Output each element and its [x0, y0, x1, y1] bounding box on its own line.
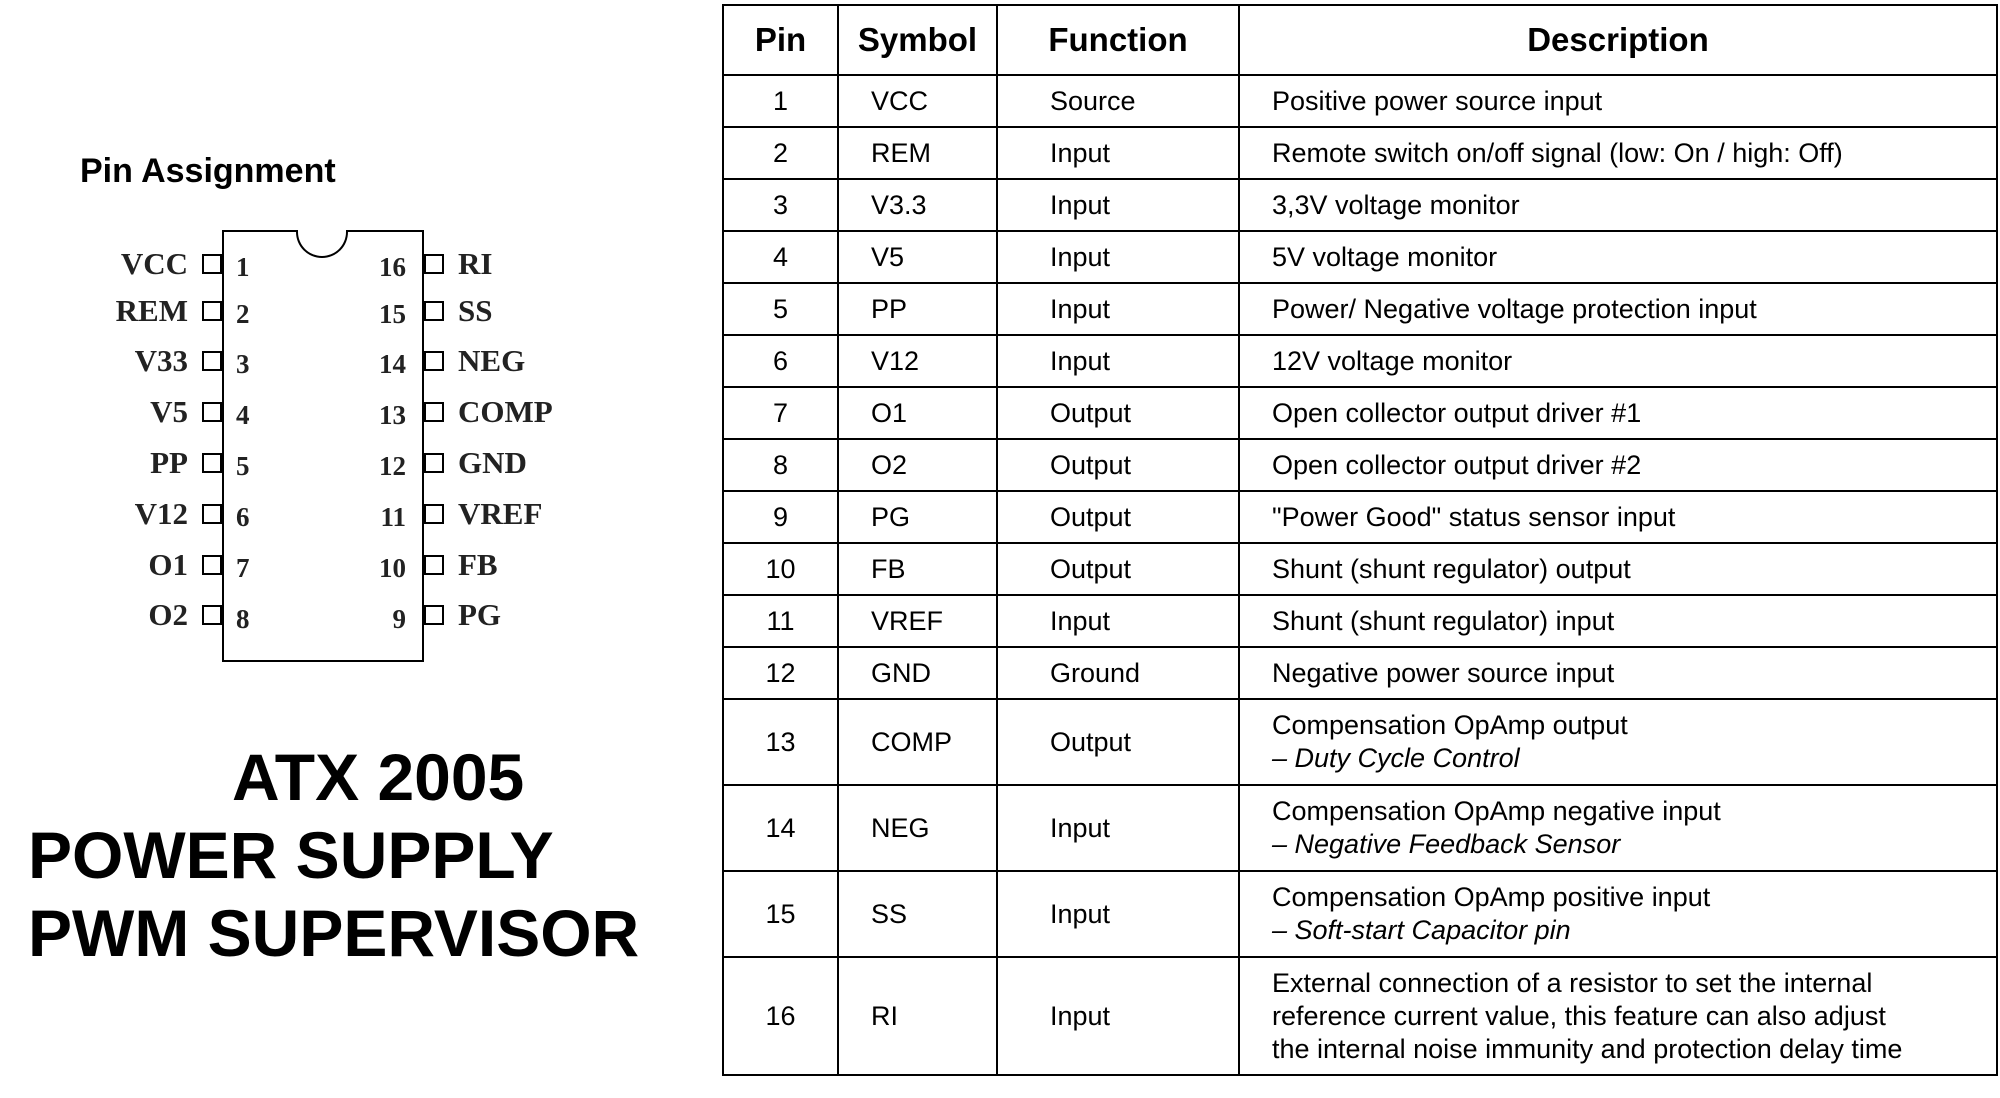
- description-line: the internal noise immunity and protection delay time: [1272, 1033, 1903, 1064]
- pin-pad: [202, 254, 222, 274]
- column-header-function: Function: [997, 5, 1239, 75]
- cell-description: Open collector output driver #1: [1239, 387, 1997, 439]
- pin-label: VCC: [120, 246, 188, 281]
- table-row: [723, 127, 1997, 179]
- cell-function: Input: [997, 335, 1239, 387]
- table-row: [723, 957, 1997, 1075]
- cell-symbol: VCC: [838, 75, 997, 127]
- pin-left-2: [40, 293, 222, 328]
- pin-number: 8: [236, 604, 250, 634]
- pin-pad: [424, 504, 444, 524]
- cell-pin: 8: [723, 439, 838, 491]
- pin-number: 16: [379, 252, 406, 282]
- cell-symbol: FB: [838, 543, 997, 595]
- cell-description: "Power Good" status sensor input: [1239, 491, 1997, 543]
- cell-function: Output: [997, 387, 1239, 439]
- pin-pad: [202, 402, 222, 422]
- pin-right-12: [424, 445, 527, 480]
- description-line: Compensation OpAmp output: [1272, 710, 1628, 740]
- description-note: – Soft-start Capacitor pin: [1272, 915, 1571, 945]
- table-row: [723, 871, 1997, 957]
- cell-symbol: GND: [838, 647, 997, 699]
- pin-pad: [424, 555, 444, 575]
- pin-label: FB: [458, 547, 498, 582]
- cell-description: Open collector output driver #2: [1239, 439, 1997, 491]
- pin-left-5: [40, 445, 222, 480]
- pin-left-4: [40, 394, 222, 429]
- cell-function: Input: [997, 127, 1239, 179]
- pin-description-table: [722, 4, 1998, 1076]
- cell-symbol: V3.3: [838, 179, 997, 231]
- pin-number: 1: [236, 252, 250, 282]
- cell-description: Shunt (shunt regulator) input: [1239, 595, 1997, 647]
- table-row: [723, 283, 1997, 335]
- cell-function: Ground: [997, 647, 1239, 699]
- cell-description: Negative power source input: [1239, 647, 1997, 699]
- cell-symbol: V5: [838, 231, 997, 283]
- cell-symbol: V12: [838, 335, 997, 387]
- cell-symbol: PP: [838, 283, 997, 335]
- table-row: [723, 595, 1997, 647]
- cell-function: Input: [997, 231, 1239, 283]
- pin-label: GND: [458, 445, 527, 480]
- pin-pad: [202, 605, 222, 625]
- cell-description: Power/ Negative voltage protection input: [1239, 283, 1997, 335]
- description-note: – Negative Feedback Sensor: [1272, 829, 1621, 859]
- cell-description: Positive power source input: [1239, 75, 1997, 127]
- table-row: [723, 491, 1997, 543]
- pin-number: 13: [379, 400, 406, 430]
- pin-number: 14: [379, 349, 406, 379]
- cell-function: Input: [997, 957, 1239, 1075]
- cell-pin: 2: [723, 127, 838, 179]
- cell-function: Output: [997, 439, 1239, 491]
- cell-function: Input: [997, 179, 1239, 231]
- pin-number: 7: [236, 553, 250, 583]
- cell-pin: 12: [723, 647, 838, 699]
- table-row: [723, 439, 1997, 491]
- table-row: [723, 75, 1997, 127]
- cell-pin: 1: [723, 75, 838, 127]
- table-row: [723, 179, 1997, 231]
- pin-left-8: [40, 597, 222, 632]
- cell-description: 12V voltage monitor: [1239, 335, 1997, 387]
- cell-description: [1239, 957, 1997, 1075]
- table-row: [723, 387, 1997, 439]
- pin-pad: [424, 351, 444, 371]
- pin-right-13: [424, 394, 553, 429]
- cell-description: [1239, 871, 1997, 957]
- cell-symbol: PG: [838, 491, 997, 543]
- cell-function: Input: [997, 785, 1239, 871]
- pin-label: SS: [458, 293, 493, 328]
- pin-number: 9: [392, 604, 406, 634]
- cell-pin: 13: [723, 699, 838, 785]
- pin-pad: [424, 301, 444, 321]
- cell-function: Output: [997, 491, 1239, 543]
- cell-function: Output: [997, 699, 1239, 785]
- pin-label: RI: [458, 246, 493, 281]
- table-header-row: [723, 5, 1997, 75]
- table-row: [723, 699, 1997, 785]
- cell-description: Remote switch on/off signal (low: On / high: Off): [1239, 127, 1997, 179]
- cell-function: Input: [997, 283, 1239, 335]
- cell-description: [1239, 785, 1997, 871]
- table-row: [723, 231, 1997, 283]
- cell-pin: 5: [723, 283, 838, 335]
- cell-symbol: NEG: [838, 785, 997, 871]
- pin-number: 5: [236, 451, 250, 481]
- description-note: – Duty Cycle Control: [1272, 743, 1520, 773]
- pin-pad: [424, 453, 444, 473]
- title-line-1: ATX 2005: [232, 740, 525, 814]
- pin-right-14: [424, 343, 526, 378]
- cell-pin: 10: [723, 543, 838, 595]
- table-row: [723, 785, 1997, 871]
- column-header-symbol: Symbol: [838, 5, 997, 75]
- chip-body: [222, 230, 424, 662]
- pin-pad: [202, 504, 222, 524]
- pin-number: 15: [379, 299, 406, 329]
- pin-left-7: [40, 547, 222, 582]
- pin-label: REM: [115, 293, 188, 328]
- cell-symbol: SS: [838, 871, 997, 957]
- pin-pad: [424, 605, 444, 625]
- cell-description: 5V voltage monitor: [1239, 231, 1997, 283]
- cell-pin: 6: [723, 335, 838, 387]
- cell-pin: 7: [723, 387, 838, 439]
- pin-label: NEG: [458, 343, 526, 378]
- pin-pad: [424, 254, 444, 274]
- pin-label: O1: [148, 547, 188, 582]
- cell-pin: 15: [723, 871, 838, 957]
- cell-function: Input: [997, 871, 1239, 957]
- cell-pin: 3: [723, 179, 838, 231]
- pin-pad: [202, 301, 222, 321]
- cell-symbol: REM: [838, 127, 997, 179]
- pin-number: 11: [380, 502, 406, 532]
- cell-pin: 9: [723, 491, 838, 543]
- cell-description: Shunt (shunt regulator) output: [1239, 543, 1997, 595]
- pin-assignment-title: Pin Assignment: [80, 152, 336, 190]
- cell-symbol: COMP: [838, 699, 997, 785]
- pin-pad: [424, 402, 444, 422]
- pin-right-10: [424, 547, 498, 582]
- pin-number: 3: [236, 349, 250, 379]
- document-title: [28, 738, 639, 972]
- cell-pin: 14: [723, 785, 838, 871]
- pin-pad: [202, 555, 222, 575]
- cell-symbol: RI: [838, 957, 997, 1075]
- pin-right-16: [424, 246, 493, 281]
- pin-label: PP: [150, 445, 188, 480]
- cell-pin: 11: [723, 595, 838, 647]
- pin-label: V12: [134, 496, 188, 531]
- pin-label: COMP: [458, 394, 553, 429]
- cell-pin: 16: [723, 957, 838, 1075]
- description-line: Compensation OpAmp negative input: [1272, 796, 1721, 826]
- description-line: reference current value, this feature can also adjust: [1272, 1000, 1886, 1031]
- pin-label: O2: [148, 597, 188, 632]
- cell-description: [1239, 699, 1997, 785]
- pin-label: PG: [458, 597, 502, 632]
- table-row: [723, 647, 1997, 699]
- pin-label: V5: [150, 394, 188, 429]
- cell-function: Source: [997, 75, 1239, 127]
- pin-left-6: [40, 496, 222, 531]
- cell-symbol: VREF: [838, 595, 997, 647]
- cell-function: Input: [997, 595, 1239, 647]
- pin-label: VREF: [458, 496, 543, 531]
- column-header-description: Description: [1239, 5, 1997, 75]
- cell-description: 3,3V voltage monitor: [1239, 179, 1997, 231]
- cell-pin: 4: [723, 231, 838, 283]
- pin-left-1: [40, 246, 222, 281]
- pin-number: 4: [236, 400, 250, 430]
- pin-right-9: [424, 597, 502, 632]
- title-line-3: PWM SUPERVISOR: [28, 896, 640, 970]
- table-row: [723, 335, 1997, 387]
- pin-number: 6: [236, 502, 250, 532]
- pin-label: V33: [134, 343, 188, 378]
- pin-number: 10: [379, 553, 406, 583]
- pin-number: 2: [236, 299, 250, 329]
- cell-function: Output: [997, 543, 1239, 595]
- cell-symbol: O1: [838, 387, 997, 439]
- title-line-2: POWER SUPPLY: [28, 818, 554, 892]
- pin-left-3: [40, 343, 222, 378]
- pin-right-15: [424, 293, 493, 328]
- pin-number: 12: [379, 451, 406, 481]
- description-line: External connection of a resistor to set the internal: [1272, 967, 1873, 998]
- column-header-pin: Pin: [723, 5, 838, 75]
- table-row: [723, 543, 1997, 595]
- pin-pad: [202, 453, 222, 473]
- pin-pad: [202, 351, 222, 371]
- cell-symbol: O2: [838, 439, 997, 491]
- pin-right-11: [424, 496, 543, 531]
- description-line: Compensation OpAmp positive input: [1272, 882, 1711, 912]
